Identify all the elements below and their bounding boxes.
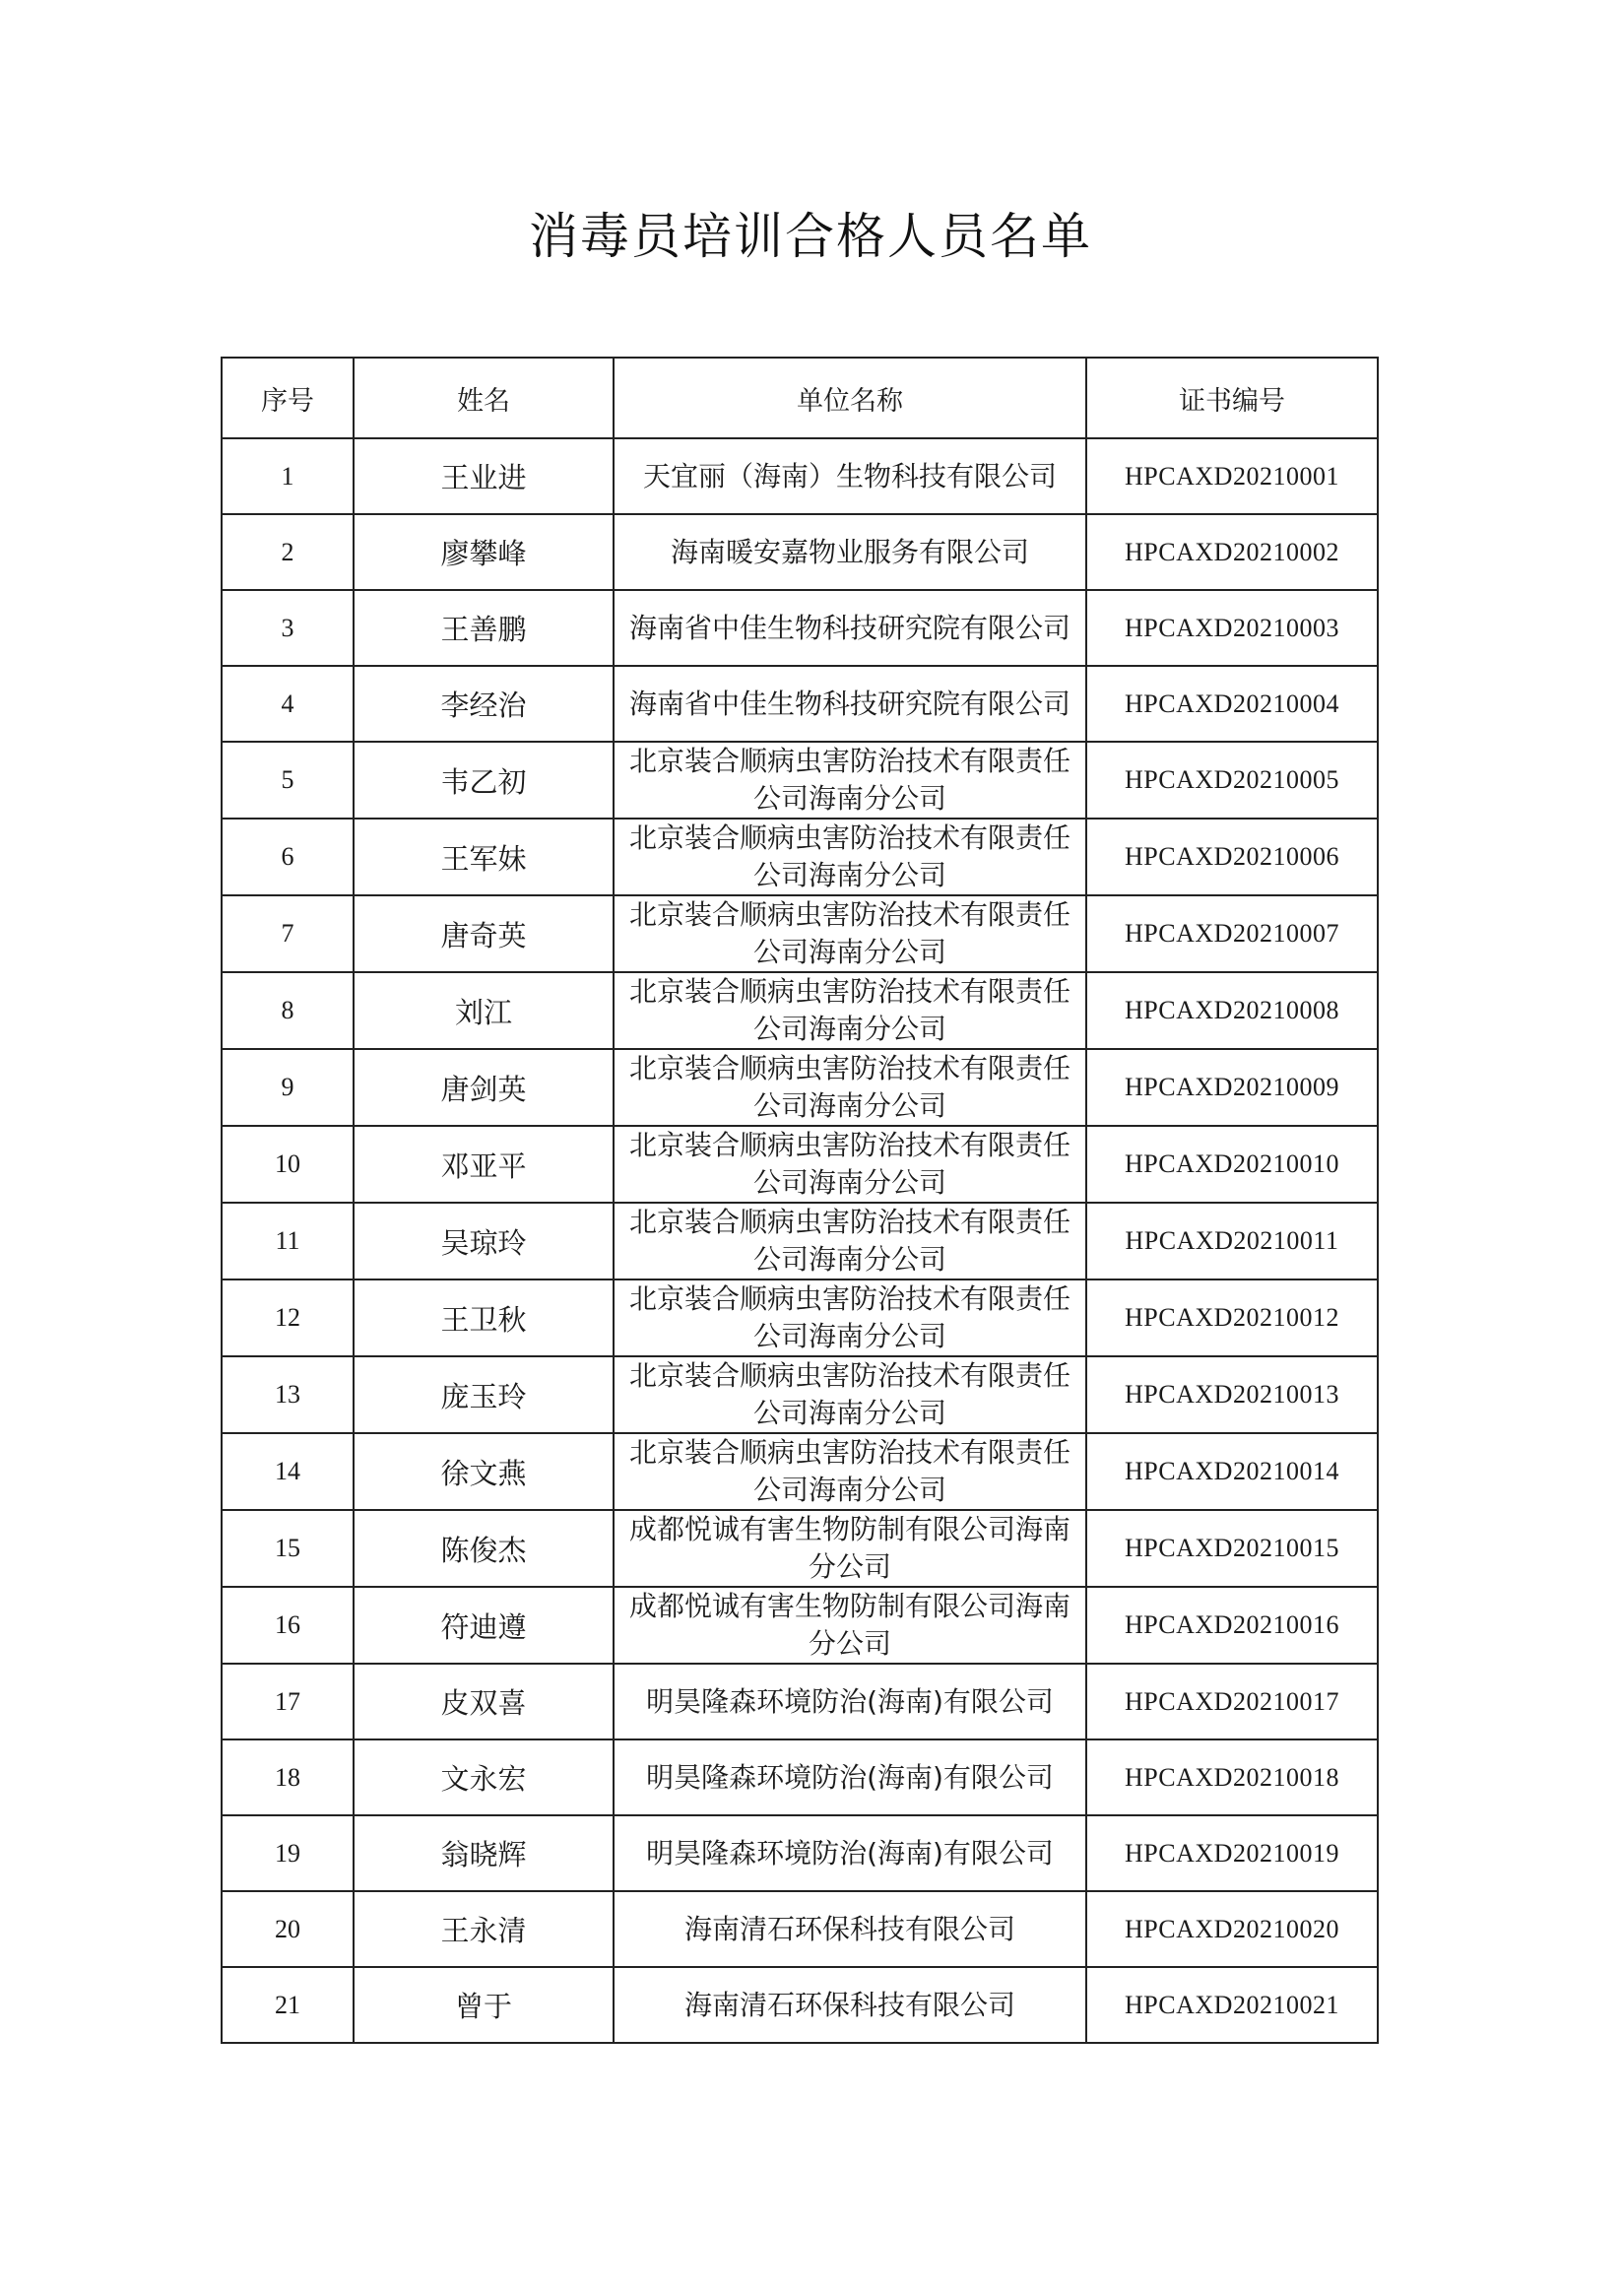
name-cell: 吴琼玲 <box>354 1203 614 1279</box>
name-cell: 曾于 <box>354 1967 614 2043</box>
table-row <box>222 742 1378 819</box>
unit-cell: 北京装合顺病虫害防治技术有限责任公司海南分公司 <box>614 1126 1086 1203</box>
seq-cell: 19 <box>222 1815 354 1891</box>
cert-cell: HPCAXD20210010 <box>1086 1126 1378 1203</box>
table-row <box>222 1203 1378 1279</box>
unit-cell: 北京装合顺病虫害防治技术有限责任公司海南分公司 <box>614 1203 1086 1279</box>
seq-cell: 18 <box>222 1739 354 1815</box>
table-row <box>222 1279 1378 1356</box>
unit-cell: 海南省中佳生物科技研究院有限公司 <box>614 666 1086 742</box>
name-cell: 唐奇英 <box>354 895 614 972</box>
unit-cell: 北京装合顺病虫害防治技术有限责任公司海南分公司 <box>614 819 1086 895</box>
seq-cell: 10 <box>222 1126 354 1203</box>
table-row <box>222 972 1378 1049</box>
seq-cell: 3 <box>222 590 354 666</box>
seq-cell: 20 <box>222 1891 354 1967</box>
name-cell: 唐剑英 <box>354 1049 614 1126</box>
cert-cell: HPCAXD20210004 <box>1086 666 1378 742</box>
cert-cell: HPCAXD20210008 <box>1086 972 1378 1049</box>
cert-cell: HPCAXD20210016 <box>1086 1587 1378 1664</box>
cert-cell: HPCAXD20210019 <box>1086 1815 1378 1891</box>
table-row <box>222 1739 1378 1815</box>
table-row <box>222 1356 1378 1433</box>
seq-cell: 12 <box>222 1279 354 1356</box>
table-row <box>222 1126 1378 1203</box>
unit-cell: 北京装合顺病虫害防治技术有限责任公司海南分公司 <box>614 895 1086 972</box>
seq-cell: 7 <box>222 895 354 972</box>
cert-cell: HPCAXD20210002 <box>1086 514 1378 590</box>
name-cell: 廖攀峰 <box>354 514 614 590</box>
name-cell: 刘江 <box>354 972 614 1049</box>
seq-cell: 1 <box>222 438 354 514</box>
page-title: 消毒员培训合格人员名单 <box>529 208 1092 265</box>
seq-cell: 6 <box>222 819 354 895</box>
cert-cell: HPCAXD20210013 <box>1086 1356 1378 1433</box>
seq-cell: 8 <box>222 972 354 1049</box>
table-body <box>222 438 1378 2043</box>
name-cell: 王卫秋 <box>354 1279 614 1356</box>
name-cell: 王永清 <box>354 1891 614 1967</box>
name-cell: 李经治 <box>354 666 614 742</box>
name-cell: 符迪遵 <box>354 1587 614 1664</box>
unit-cell: 海南清石环保科技有限公司 <box>614 1967 1086 2043</box>
unit-cell: 海南暖安嘉物业服务有限公司 <box>614 514 1086 590</box>
seq-cell: 5 <box>222 742 354 819</box>
seq-cell: 16 <box>222 1587 354 1664</box>
unit-cell: 明昊隆森环境防治(海南)有限公司 <box>614 1739 1086 1815</box>
cert-cell: HPCAXD20210005 <box>1086 742 1378 819</box>
name-cell: 韦乙初 <box>354 742 614 819</box>
table-header-row <box>222 358 1378 438</box>
table-row <box>222 895 1378 972</box>
cert-cell: HPCAXD20210009 <box>1086 1049 1378 1126</box>
table-row <box>222 590 1378 666</box>
column-header-name: 姓名 <box>354 358 614 438</box>
table-row <box>222 514 1378 590</box>
cert-cell: HPCAXD20210015 <box>1086 1510 1378 1587</box>
unit-cell: 北京装合顺病虫害防治技术有限责任公司海南分公司 <box>614 1279 1086 1356</box>
unit-cell: 成都悦诚有害生物防制有限公司海南分公司 <box>614 1510 1086 1587</box>
table-row <box>222 1664 1378 1739</box>
unit-cell: 北京装合顺病虫害防治技术有限责任公司海南分公司 <box>614 742 1086 819</box>
seq-cell: 13 <box>222 1356 354 1433</box>
table-row <box>222 438 1378 514</box>
seq-cell: 17 <box>222 1664 354 1739</box>
seq-cell: 14 <box>222 1433 354 1510</box>
table-row <box>222 1815 1378 1891</box>
seq-cell: 15 <box>222 1510 354 1587</box>
unit-cell: 明昊隆森环境防治(海南)有限公司 <box>614 1815 1086 1891</box>
table-row <box>222 1510 1378 1587</box>
name-cell: 王业进 <box>354 438 614 514</box>
seq-cell: 11 <box>222 1203 354 1279</box>
unit-cell: 海南清石环保科技有限公司 <box>614 1891 1086 1967</box>
cert-cell: HPCAXD20210017 <box>1086 1664 1378 1739</box>
seq-cell: 2 <box>222 514 354 590</box>
cert-cell: HPCAXD20210006 <box>1086 819 1378 895</box>
cert-cell: HPCAXD20210007 <box>1086 895 1378 972</box>
cert-cell: HPCAXD20210001 <box>1086 438 1378 514</box>
seq-cell: 4 <box>222 666 354 742</box>
table-row <box>222 1433 1378 1510</box>
seq-cell: 9 <box>222 1049 354 1126</box>
unit-cell: 北京装合顺病虫害防治技术有限责任公司海南分公司 <box>614 1049 1086 1126</box>
unit-cell: 成都悦诚有害生物防制有限公司海南分公司 <box>614 1587 1086 1664</box>
table-row <box>222 1587 1378 1664</box>
cert-cell: HPCAXD20210018 <box>1086 1739 1378 1815</box>
name-cell: 王善鹏 <box>354 590 614 666</box>
roster-table <box>221 357 1379 2044</box>
name-cell: 邓亚平 <box>354 1126 614 1203</box>
cert-cell: HPCAXD20210012 <box>1086 1279 1378 1356</box>
table-row <box>222 819 1378 895</box>
cert-cell: HPCAXD20210014 <box>1086 1433 1378 1510</box>
column-header-unit: 单位名称 <box>614 358 1086 438</box>
unit-cell: 北京装合顺病虫害防治技术有限责任公司海南分公司 <box>614 1356 1086 1433</box>
name-cell: 王军妹 <box>354 819 614 895</box>
table-row <box>222 1891 1378 1967</box>
unit-cell: 北京装合顺病虫害防治技术有限责任公司海南分公司 <box>614 972 1086 1049</box>
unit-cell: 明昊隆森环境防治(海南)有限公司 <box>614 1664 1086 1739</box>
cert-cell: HPCAXD20210020 <box>1086 1891 1378 1967</box>
unit-cell: 北京装合顺病虫害防治技术有限责任公司海南分公司 <box>614 1433 1086 1510</box>
seq-cell: 21 <box>222 1967 354 2043</box>
column-header-seq: 序号 <box>222 358 354 438</box>
table-row <box>222 1049 1378 1126</box>
name-cell: 庞玉玲 <box>354 1356 614 1433</box>
name-cell: 徐文燕 <box>354 1433 614 1510</box>
column-header-cert: 证书编号 <box>1086 358 1378 438</box>
cert-cell: HPCAXD20210011 <box>1086 1203 1378 1279</box>
unit-cell: 海南省中佳生物科技研究院有限公司 <box>614 590 1086 666</box>
cert-cell: HPCAXD20210021 <box>1086 1967 1378 2043</box>
cert-cell: HPCAXD20210003 <box>1086 590 1378 666</box>
table-row <box>222 666 1378 742</box>
name-cell: 文永宏 <box>354 1739 614 1815</box>
name-cell: 陈俊杰 <box>354 1510 614 1587</box>
table-row <box>222 1967 1378 2043</box>
name-cell: 翁晓辉 <box>354 1815 614 1891</box>
unit-cell: 天宜丽（海南）生物科技有限公司 <box>614 438 1086 514</box>
name-cell: 皮双喜 <box>354 1664 614 1739</box>
